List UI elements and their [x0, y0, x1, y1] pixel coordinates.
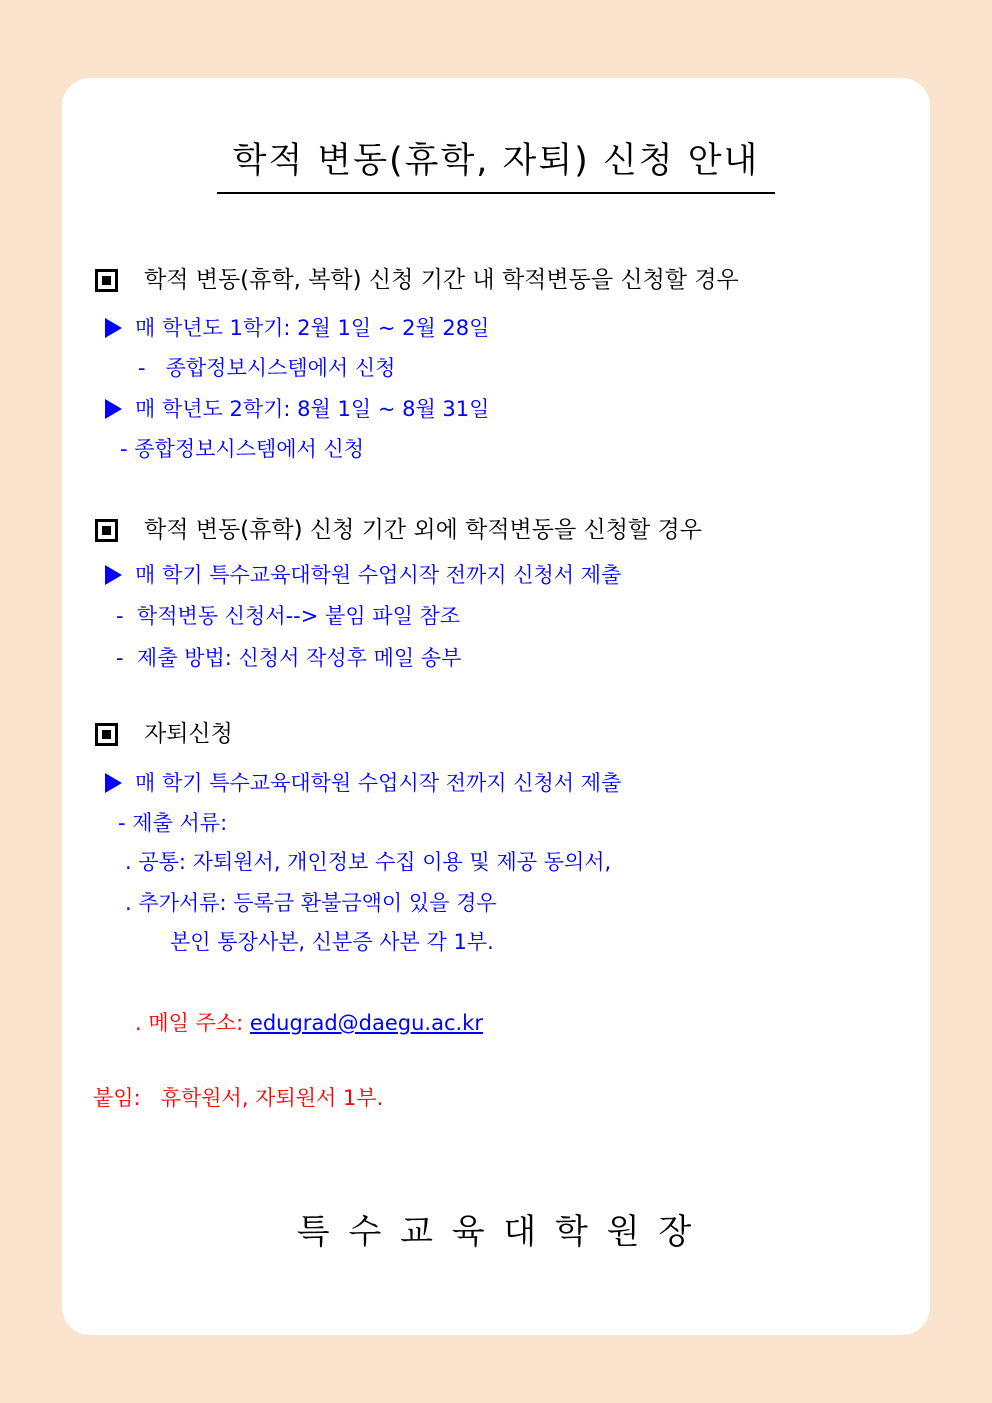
section3-sub2-text: . 공통: 자퇴원서, 개인정보 수집 이용 및 제공 동의서, [125, 850, 612, 874]
section2-sub1-text: - 학적변동 신청서--> 붙임 파일 참조 [116, 604, 461, 628]
section1-item2-text: 매 학년도 2학기: 8월 1일 ~ 8월 31일 [135, 397, 490, 421]
triangle-bullet-icon [105, 773, 122, 793]
notice-card [62, 78, 930, 1335]
section2-sub2 [116, 644, 461, 672]
section2-sub1 [116, 602, 460, 630]
section-marker-icon [95, 723, 118, 746]
section1-item2-sub-text: - 종합정보시스템에서 신청 [120, 437, 365, 461]
section3-item1 [105, 769, 621, 797]
email-line [135, 1009, 483, 1037]
section-marker-inner [102, 276, 111, 285]
section3-sub4-text: 본인 통장사본, 신분증 사본 각 1부. [170, 930, 494, 954]
email-address-link[interactable]: edugrad@daegu.ac.kr [249, 1011, 483, 1035]
email-label: . 메일 주소: [135, 1011, 250, 1035]
section3-sub3 [125, 889, 497, 917]
triangle-bullet-icon [105, 565, 122, 585]
section3-sub3-text: . 추가서류: 등록금 환불금액이 있을 경우 [125, 891, 497, 915]
section1-header-text: 학적 변동(휴학, 복학) 신청 기간 내 학적변동을 신청할 경우 [144, 267, 739, 293]
section2-item1-text: 매 학기 특수교육대학원 수업시작 전까지 신청서 제출 [135, 563, 622, 587]
triangle-bullet-icon [105, 318, 122, 338]
notice-title: 학적 변동(휴학, 자퇴) 신청 안내 [217, 140, 776, 194]
section3-sub1-text: - 제출 서류: [118, 811, 228, 835]
section2-header-text: 학적 변동(휴학) 신청 기간 외에 학적변동을 신청할 경우 [144, 517, 702, 543]
signature-dean: 특 수 교 육 대 학 원 장 [296, 1212, 696, 1252]
section1-item1 [105, 314, 489, 342]
section1-item2-sub [120, 435, 364, 463]
attachment-note-text: 붙임: 휴학원서, 자퇴원서 1부. [93, 1086, 384, 1110]
section1-item1-sub [138, 354, 395, 382]
section3-sub1 [118, 809, 227, 837]
section-marker-inner [102, 730, 111, 739]
section2-item1 [105, 561, 621, 589]
section-marker-icon [95, 269, 118, 292]
section1-item1-sub-text: - 종합정보시스템에서 신청 [138, 356, 396, 380]
triangle-bullet-icon [105, 399, 122, 419]
section1-item1-text: 매 학년도 1학기: 2월 1일 ~ 2월 28일 [135, 316, 490, 340]
section1-item2 [105, 395, 489, 423]
section2-sub2-text: - 제출 방법: 신청서 작성후 메일 송부 [116, 646, 462, 670]
section3-sub4 [170, 928, 494, 956]
section2-header [95, 516, 702, 544]
section3-header [95, 720, 233, 748]
section3-sub2 [125, 848, 611, 876]
section-marker-inner [102, 526, 111, 535]
section-marker-icon [95, 519, 118, 542]
section3-item1-text: 매 학기 특수교육대학원 수업시작 전까지 신청서 제출 [135, 771, 622, 795]
section3-header-text: 자퇴신청 [144, 721, 233, 747]
section1-header [95, 266, 739, 294]
title-wrap [62, 140, 930, 194]
attachment-note-line [93, 1084, 383, 1112]
